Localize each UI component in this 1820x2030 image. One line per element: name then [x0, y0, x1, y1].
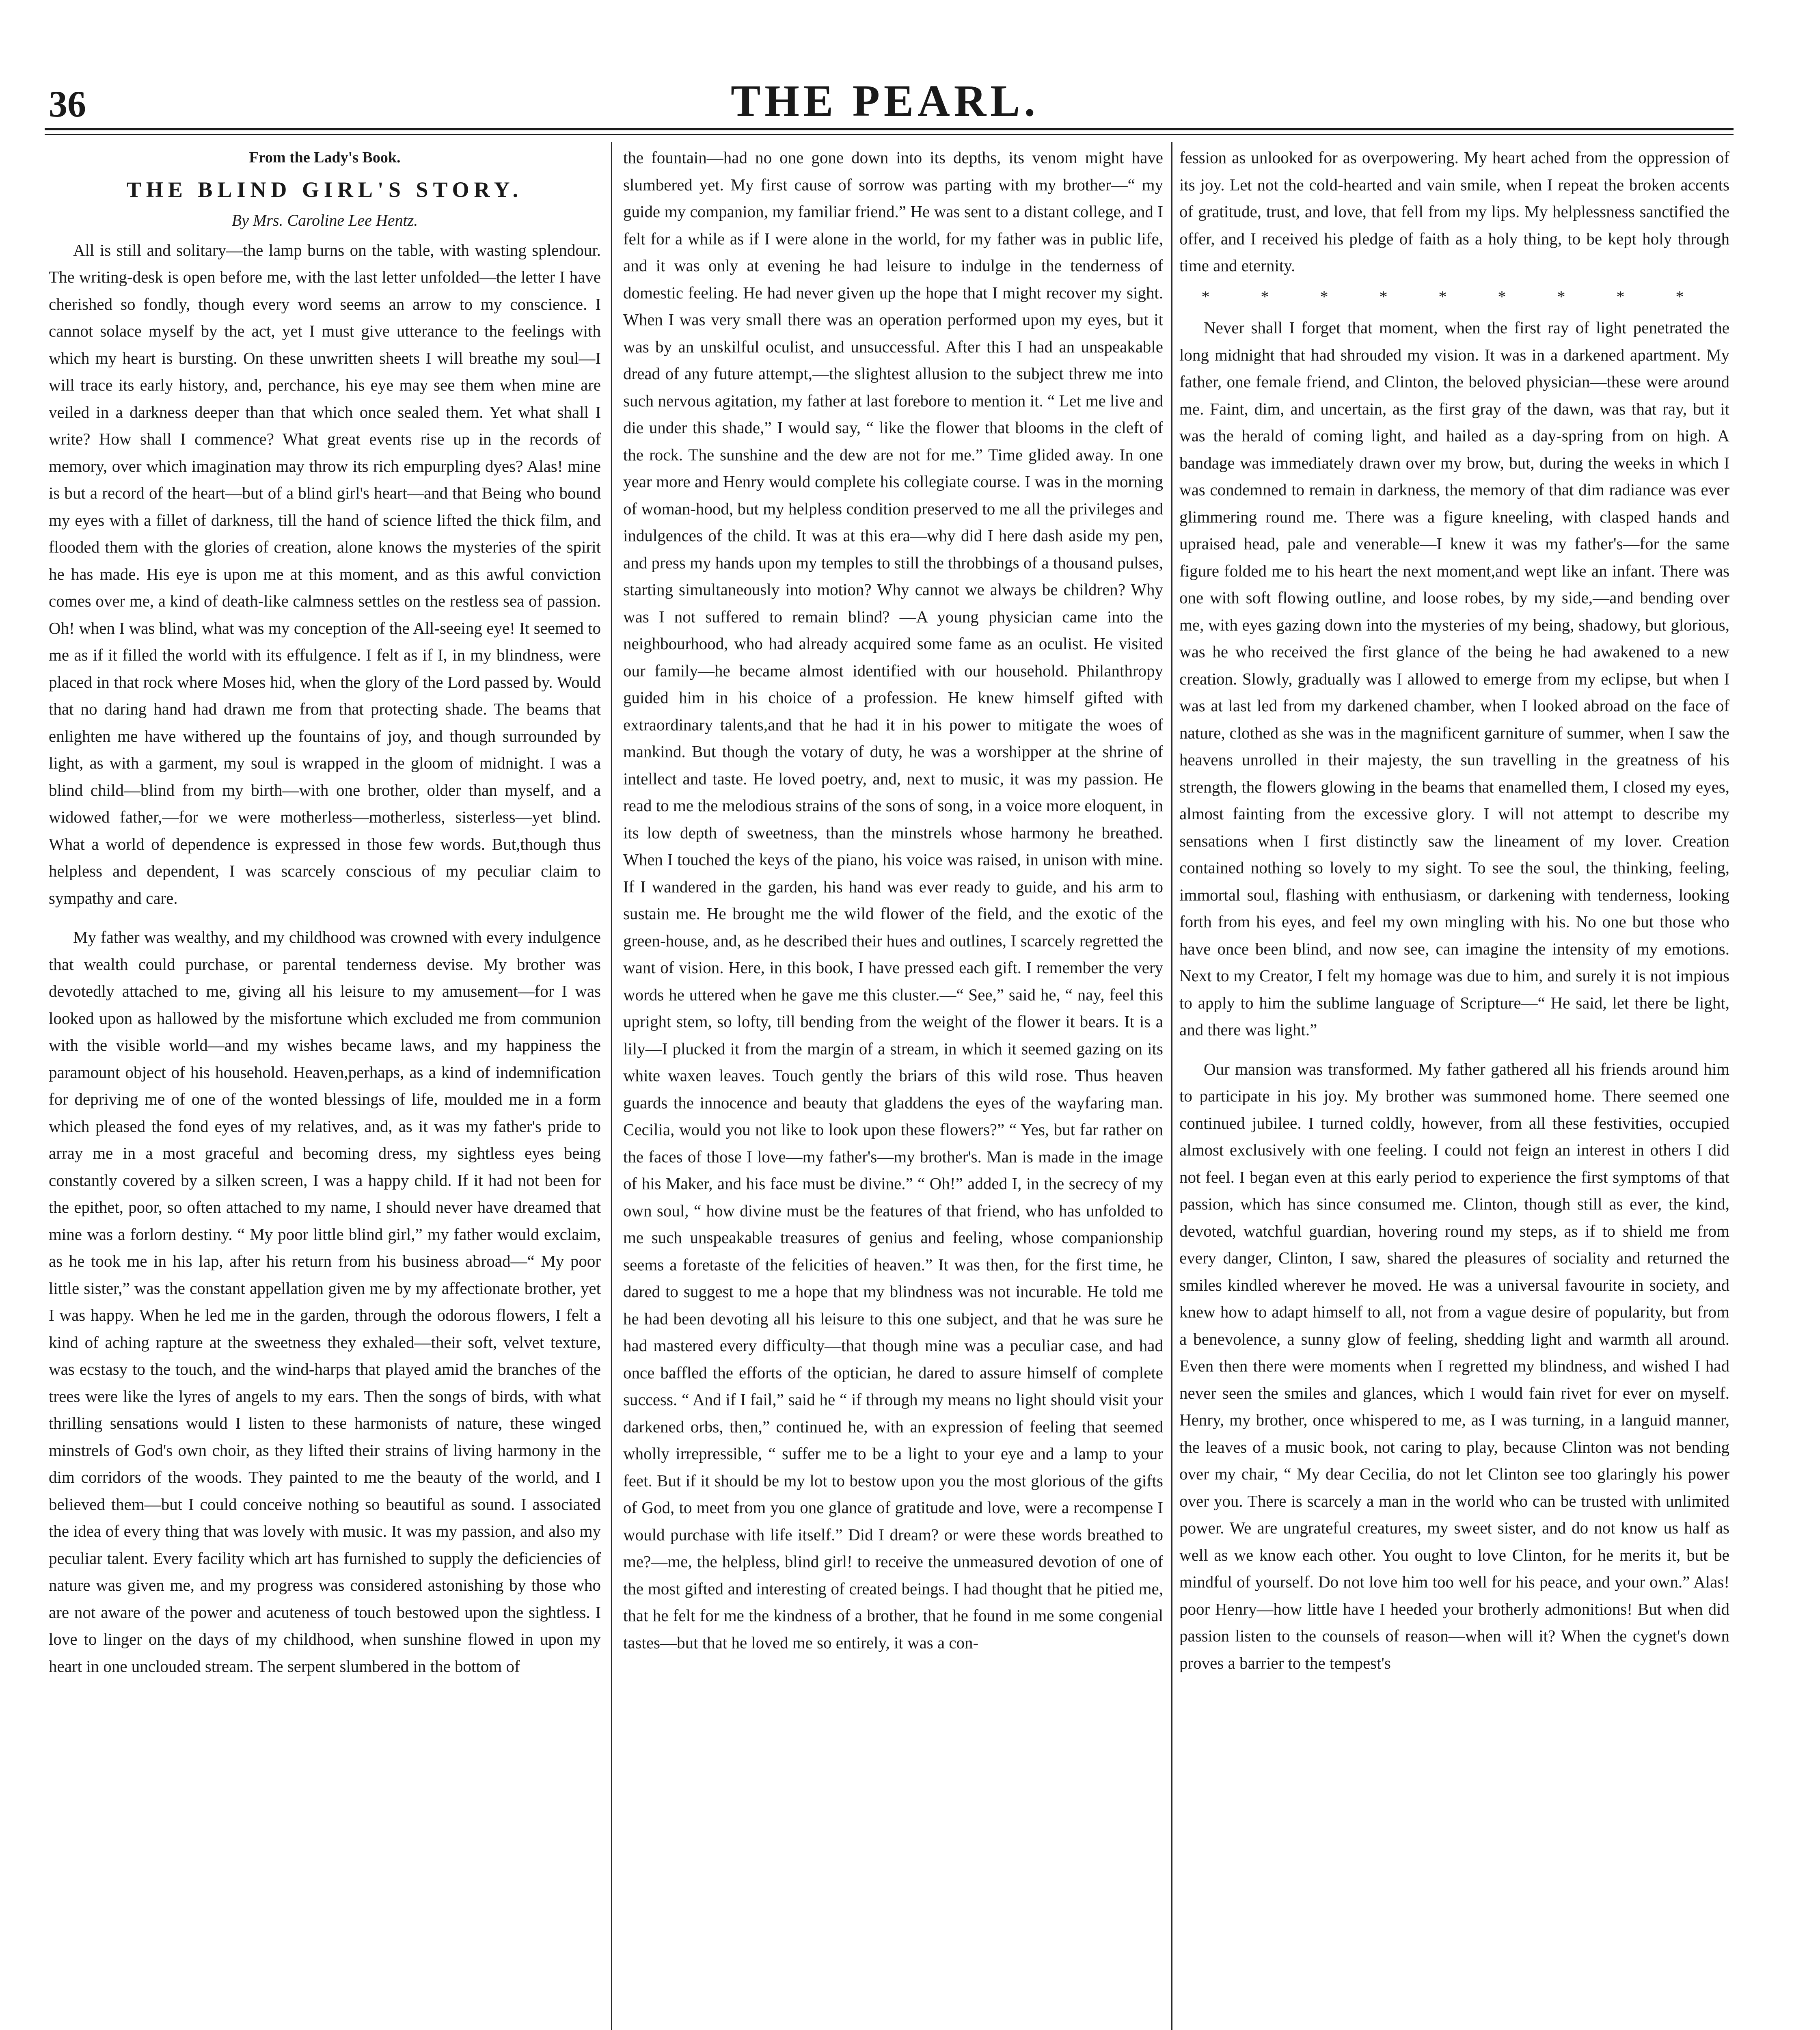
- header-rule-thin: [45, 134, 1734, 135]
- page-header: [45, 75, 1725, 124]
- page-number: 36: [49, 83, 86, 125]
- masthead-title: THE PEARL.: [730, 76, 1040, 125]
- paragraph-gap: [1179, 1043, 1729, 1056]
- paragraph: All is still and solitary—the lamp burns on the table, with wasting splendour. The writing-desk is open before me, with the last letter unfolded—the letter I have cherished so fondly, though every word seems an arrow to my conscience. I cannot solace myself by the act, yet I must give utterance to the feelings with which my heart is bursting. On these unwritten sheets I will breathe my soul—I will trace its early history, and, perchance, his eye may see them when mine are veiled in a darkness deeper than that which once sealed them. Yet what shall I write? How shall I commence? What great events rise up in the records of memory, over which imagination may throw its rich empurpling dyes? Alas! mine is but a record of the heart—but of a blind girl's heart—and that Being who bound my eyes with a fillet of darkness, till the hand of science lifted the thick film, and flooded them with the glories of creation, alone knows the mysteries of the spirit he has made. His eye is upon me at this moment, and as this awful conviction comes over me, a kind of death-like calmness settles on the restless sea of passion. Oh! when I was blind, what was my conception of the All-seeing eye! It seemed to me as if it filled the world with its effulgence. I felt as if I, in my blindness, were placed in that rock where Moses hid, when the glory of the Lord passed by. Would that no daring hand had drawn me from that protecting shade. The beams that enlighten me have withered up the fountains of joy, and though surrounded by light, as with a garment, my soul is wrapped in the gloom of midnight. I was a blind child—blind from my birth—with one brother, older than myself, and a widowed father,—for we were motherless—motherless, sisterless—yet blind. What a world of dependence is expressed in those few words. But,though thus helpless and dependent, I was scarcely conscious of my peculiar claim to sympathy and care.: [49, 240, 601, 907]
- header-rule: [45, 128, 1734, 130]
- column-2: [623, 144, 1163, 2030]
- article-byline: By Mrs. Caroline Lee Hentz.: [231, 211, 418, 229]
- paragraph-gap: [49, 911, 601, 924]
- paragraph: Never shall I forget that moment, when the first ray of light penetrated the long midnight that had shrouded my vision. It was in a darkened apartment. My father, one female friend, and Clinton, the beloved physician—these were around me. Faint, dim, and uncertain, as the first gray of the dawn, was that ray, but it was the herald of coming light, and hailed as a day-spring from on high. A bandage was immediately drawn over my brow, but, during the weeks in which I was condemned to remain in darkness, the memory of that dim radiance was ever glimmering round me. There was a figure kneeling, with clasped hands and upraised head, pale and venerable—I knew it was my father's—for the same figure folded me to his heart the next moment,and wept like an infant. There was one with soft flowing outline, and loose robes, by my side,—and bending over me, with eyes gazing down into the mysteries of my being, shadowy, but glorious, was he who received the first glance of the being he had awakened to a new creation. Slowly, gradually was I allowed to emerge from my eclipse, but when I was at last led from my darkened chamber, when I looked abroad on the face of nature, clothed as she was in the magnificent garniture of summer, when I saw the heavens unrolled in their majesty, the sun travelling in the greatness of his strength, the flowers glowing in the beams that enamelled them, I closed my eyes, almost fainting from the excessive glory. I will not attempt to describe my sensations when I first distinctly saw the lineament of my lover. Creation contained nothing so lovely to my sight. To see the soul, the thinking, feeling, immortal soul, flashing with enthusiasm, or darkening with tenderness, looking forth from his eyes, and feel my own mingling with his. No one but those who have once been blind, and now see, can imagine the intensity of my emotions. Next to my Creator, I felt my homage was due to him, and surely it is not impious to apply to him the sublime language of Scripture—“ He said, let there be light, and there was light.”: [1179, 318, 1729, 1039]
- article-source: From the Lady's Book.: [249, 149, 401, 166]
- paragraph: the fountain—had no one gone down into its depths, its venom might have slumbered yet. My first cause of sorrow was parting with my brother—“ my guide my companion, my familiar friend.” He was sent to a distant college, and I felt for a while as if I were alone in the world, for my father was in public life, and it was only at evening he had leisure to indulge in the tenderness of domestic feeling. He had never given up the hope that I might recover my sight. When I was very small there was an operation performed upon my eyes, but it was by an unskilful oculist, and unsuccessful. After this I had an unspeakable dread of any future attempt,—the slightest allusion to the subject threw me into such nervous agitation, my father at last forebore to mention it. “ Let me live and die under this shade,” I would say, “ like the flower that blooms in the cleft of the rock. The sunshine and the dew are not for me.” Time glided away. In one year more and Henry would complete his collegiate course. I was in the morning of woman-hood, but my helpless condition preserved to me all the privileges and indulgences of the child. It was at this era—why did I here dash aside my pen, and press my hands upon my temples to still the throbbings of a thousand pulses, starting simultaneously into motion? Why cannot we always be children? Why was I not suffered to remain blind? —A young physician came into the neighbourhood, who had already acquired some fame as an oculist. He visited our family—he became almost identified with our household. Philanthropy guided him in his choice of a profession. He knew himself gifted with extraordinary talents,and that he had it in his power to mitigate the woes of mankind. But though the votary of duty, he was a worshipper at the shrine of intellect and taste. He loved poetry, and, next to music, it was my passion. He read to me the melodious strains of the sons of song, in a voice more eloquent, in its low depth of sweetness, than the minstrels whose harmony he breathed. When I touched the keys of the piano, his voice was raised, in unison with mine. If I wandered in the garden, his hand was ever ready to guide, and his arm to sustain me. He brought me the wild flower of the field, and the exotic of the green-house, and, as he described their hues and outlines, I scarcely regretted the want of vision. Here, in this book, I have pressed each gift. I remember the very words he uttered when he gave me this cluster.—“ See,” said he, “ nay, feel this upright stem, so lofty, till bending from the weight of the flower it bears. It is a lily—I plucked it from the margin of a stream, in which it seemed gazing on its white waxen leaves. Touch gently the briars of this wild rose. Thus heaven guards the innocence and beauty that gladdens the eyes of the wayfaring man. Cecilia, would you not like to look upon these flowers?” “ Yes, but far rather on the faces of those I love—my father's—my brother's. Man is made in the image of his Maker, and his face must be divine.” “ Oh!” added I, in the secrecy of my own soul, “ how divine must be the features of that friend, who has unfolded to me such unspeakable treasures of genius and feeling, whose companionship seems a foretaste of the felicities of heaven.” It was then, for the first time, he dared to suggest to me a hope that my blindness was not incurable. He told me he had been devoting all his leisure to this one subject, and that he was sure he had mastered every difficulty—that though mine was a peculiar case, and had once baffled the efforts of the optician, he dared to assure himself of complete success. “ And if I fail,” said he “ if through my means no light should visit your darkened orbs, then,” continued he, with an expression of feeling that seemed wholly irrepressible, “ suffer me to be a light to your eye and a lamp to your feet. But if it should be my lot to bestow upon you the most glorious of the gifts of God, to meet from you one glance of gratitude and love, were a recompense I would purchase with life itself.” Did I dream? or were these words breathed to me?—me, the helpless, blind girl! to receive the unmeasured devotion of one of the most gifted and interesting of created beings. I had thought that he pitied me, that he felt for me the kindness of a brother, that he found in me some congenial tastes—but that he loved me so entirely, it was a con-: [623, 148, 1163, 1652]
- section-break: * * * * * * * * *: [1201, 287, 1708, 306]
- paragraph: Our mansion was transformed. My father gathered all his friends around him to participate in his joy. My brother was summoned home. There seemed one continued jubilee. I turned coldly, however, from all these festivities, occupied almost exclusively with one feeling. I could not feign an interest in others I did not feel. I began even at this early period to experience the first symptoms of that passion, which has since consumed me. Clinton, though still as ever, the kind, devoted, watchful guardian, hovering round my steps, as if to shield me from every danger, Clinton, I saw, shared the pleasures of sociality and returned the smiles kindled wherever he moved. He was a universal favourite in society, and knew how to adapt himself to all, not from a vague desire of popularity, but from a benevolence, a sunny glow of feeling, shedding light and warmth all around. Even then there were moments when I regretted my blindness, and wished I had never seen the smiles and glances, which I would fain rivet for ever on myself. Henry, my brother, once whispered to me, as I was turning, in a languid manner, the leaves of a music book, not caring to play, because Clinton was not bending over my chair, “ My dear Cecilia, do not let Clinton see too glaringly his power over you. There is scarcely a man in the world who can be trusted with unlimited power. We are ungrateful creatures, my sweet sister, and do not know us half as well as we know each other. You ought to love Clinton, for he merits it, but be mindful of yourself. Do not love him too well for his peace, and your own.” Alas! poor Henry—how little have I heeded your brotherly admonitions! But when did passion listen to the counsels of reason—when will it? When the cygnet's down proves a barrier to the tempest's: [1179, 1059, 1729, 1672]
- column-divider-1: [611, 142, 612, 2030]
- paragraph: My father was wealthy, and my childhood was crowned with every indulgence that wealth could purchase, or parental tenderness devise. My brother was devotedly attached to me, giving all his leisure to my amusement—for I was looked upon as hallowed by the misfortune which excluded me from communion with the visible world—and my wishes became laws, and my happiness the paramount object of his household. Heaven,perhaps, as a kind of indemnification for depriving me of one of the wonted blessings of life, moulded me in a form which pleased the fond eyes of my relatives, and, as it was my father's pride to array me in a most graceful and becoming dress, my sightless eyes being constantly covered by a silken screen, I was a happy child. If it had not been for the epithet, poor, so often attached to my name, I should never have dreamed that mine was a forlorn destiny. “ My poor little blind girl,” my father would exclaim, as he took me in his lap, after his return from his business abroad—“ My poor little sister,” was the constant appellation given me by my affectionate brother, yet I was happy. When he led me in the garden, through the odorous flowers, I felt a kind of aching rapture at the sweetness they exhaled—their soft, velvet texture, was ecstasy to the touch, and the wind-harps that played amid the branches of the trees were like the lyres of angels to my ears. Then the songs of birds, with what thrilling sensations would I listen to these harmonists of nature, these winged minstrels of God's own choir, as they lifted their strains of living harmony in the dim corridors of the woods. They painted to me the beauty of the world, and I believed them—but I could conceive nothing so beautiful as sound. I associated the idea of every thing that was lovely with music. It was my passion, and also my peculiar talent. Every facility which art has furnished to supply the deficiencies of nature was given me, and my progress was considered astonishing by those who are not aware of the power and acuteness of touch bestowed upon the sightless. I love to linger on the days of my childhood, when sunshine flowed in upon my heart in one unclouded stream. The serpent slumbered in the bottom of: [49, 928, 601, 1676]
- column-divider-2: [1171, 142, 1172, 2030]
- column-3: [1179, 144, 1729, 2030]
- column-1: [49, 144, 601, 2030]
- paragraph: fession as unlooked for as overpowering. My heart ached from the oppression of its joy. Let not the cold-hearted and vain smile, when I repeat the broken accents of gratitude, trust, and love, that fell from my lips. My helplessness sanctified the offer, and I received his pledge of faith as a holy thing, to be kept holy through time and eternity.: [1179, 148, 1729, 275]
- article-title: THE BLIND GIRL'S STORY.: [126, 177, 523, 202]
